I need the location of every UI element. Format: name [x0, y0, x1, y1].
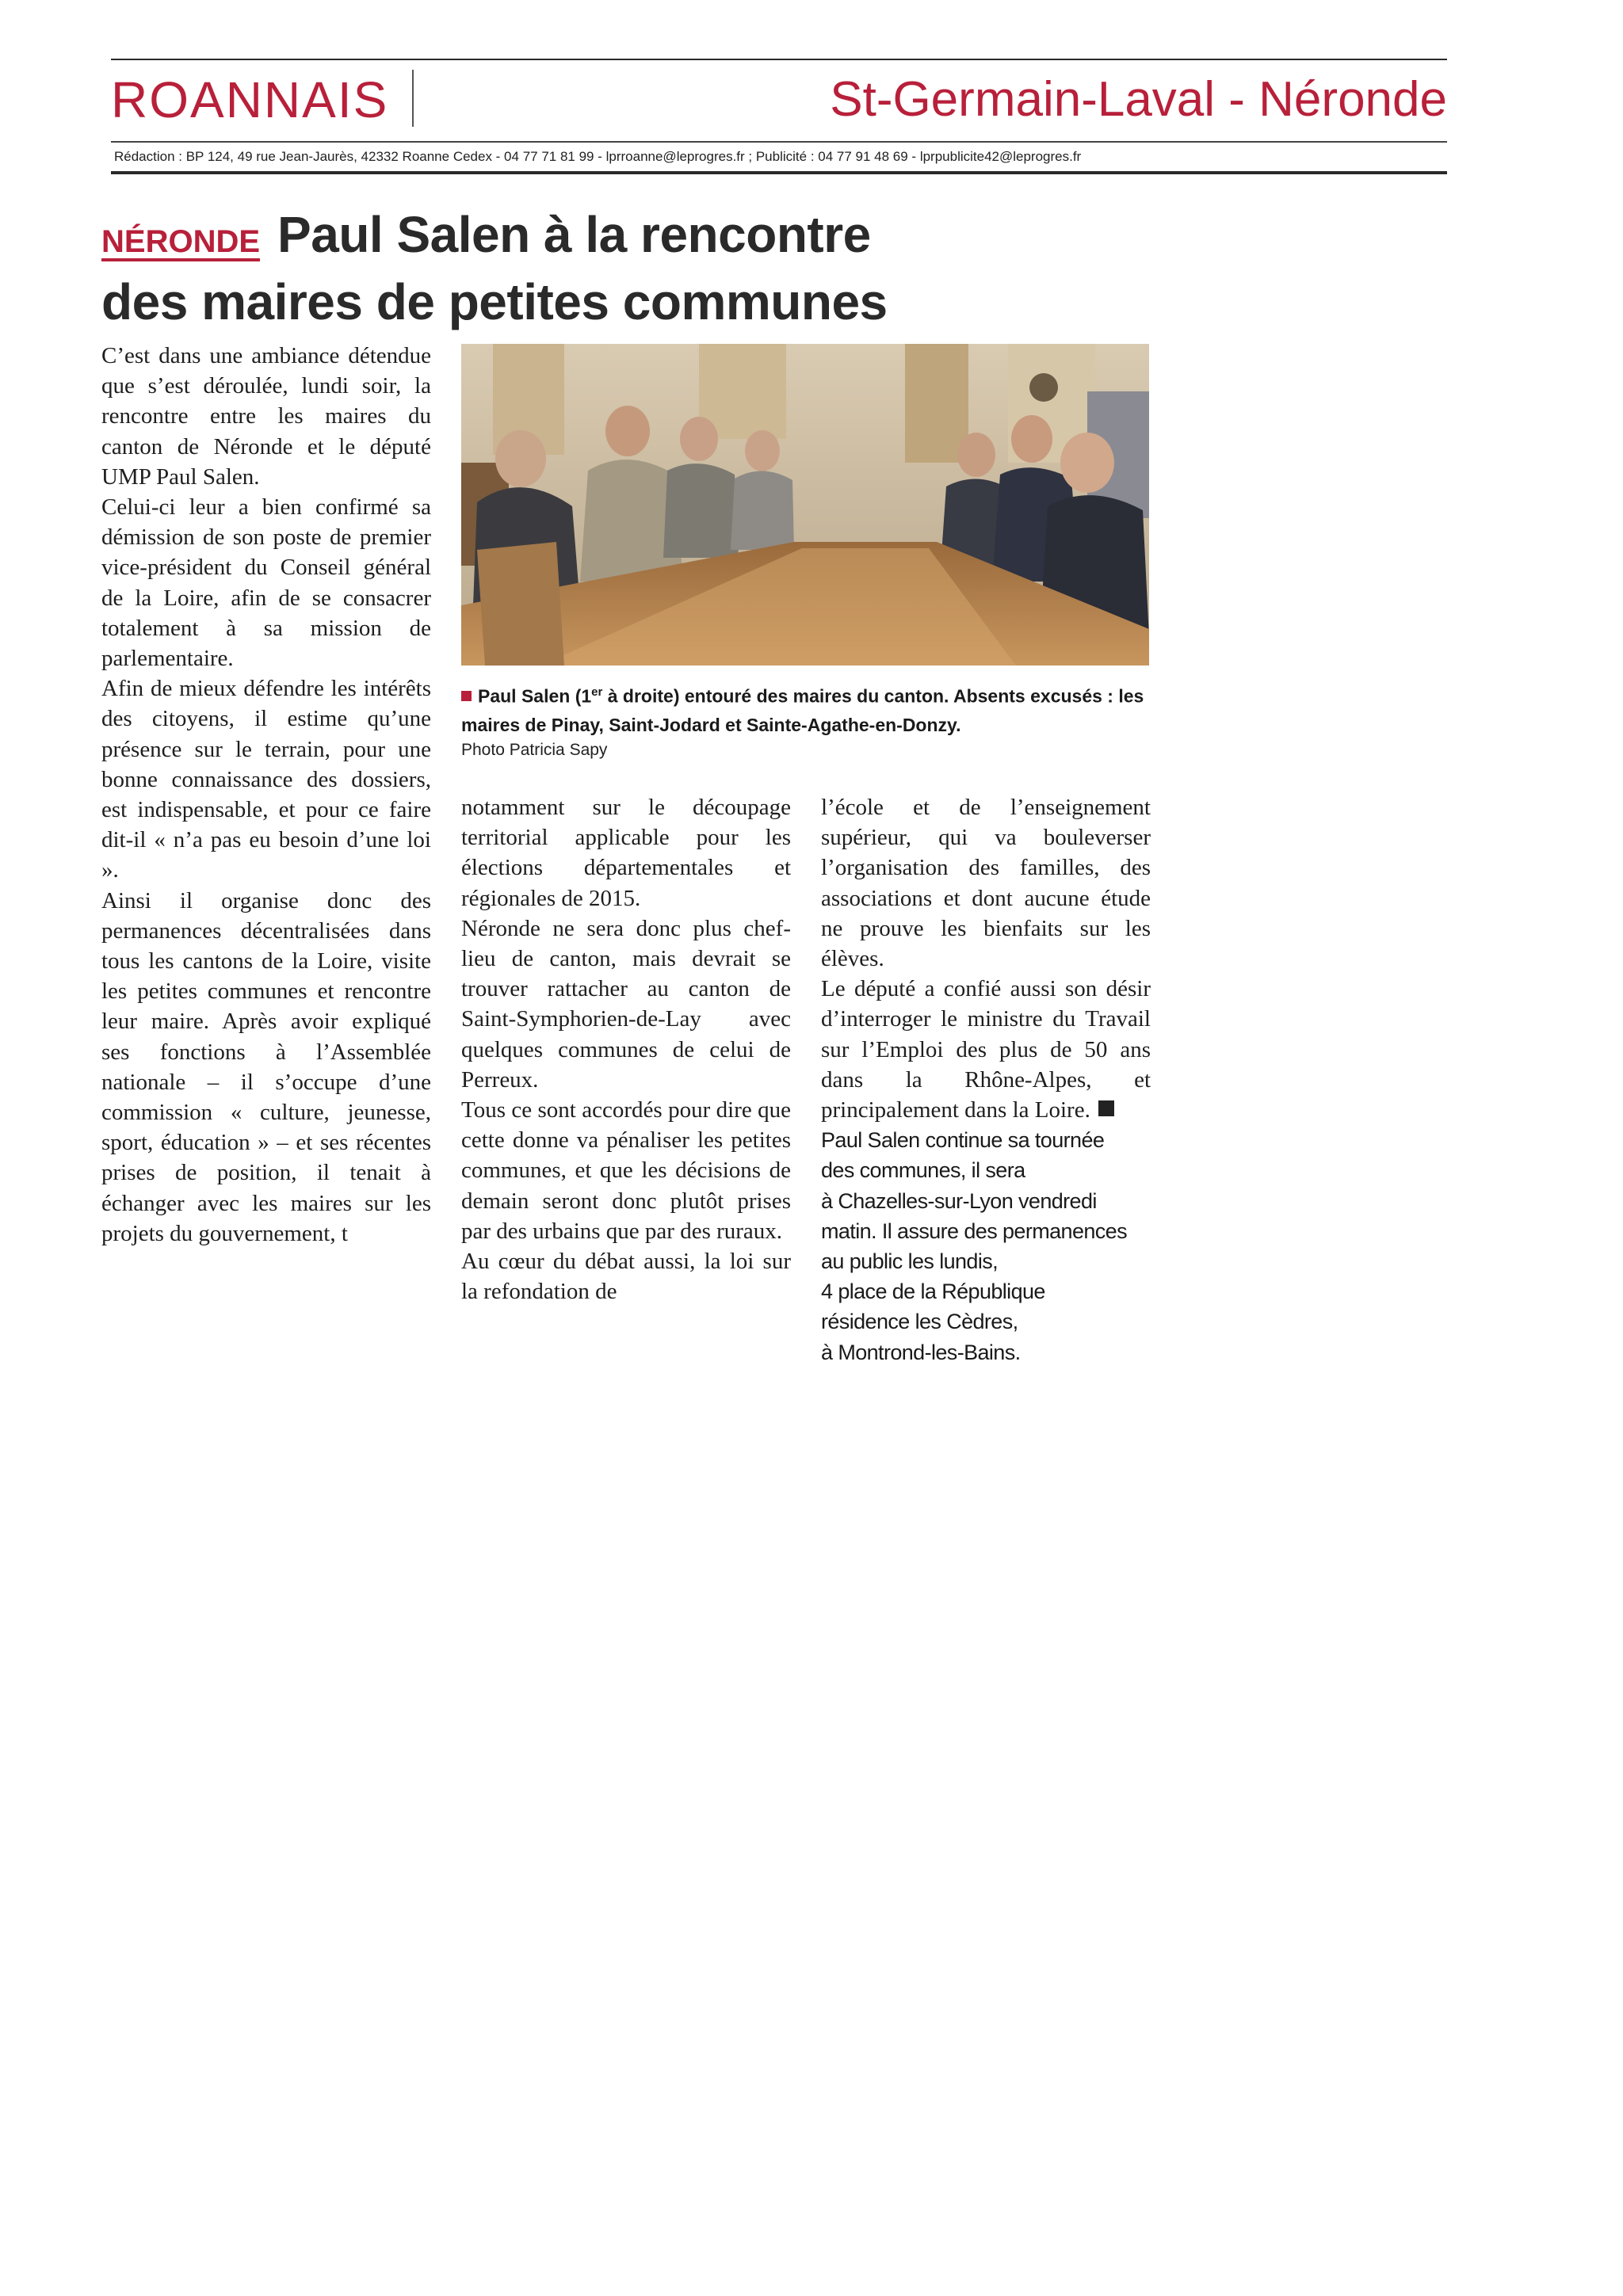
- header-middle-rule: [111, 141, 1447, 143]
- caption-superscript: er: [591, 685, 603, 699]
- caption-text-a: Paul Salen (1: [478, 685, 592, 707]
- meeting-photo-illustration: [461, 344, 1149, 666]
- note-line: Paul Salen continue sa tournée: [821, 1128, 1105, 1153]
- section-name: ROANNAIS: [111, 71, 389, 128]
- photo-credit: Photo Patricia Sapy: [461, 741, 608, 759]
- note-line: à Chazelles-sur-Lyon vendredi: [821, 1188, 1097, 1213]
- headline: [101, 204, 1148, 332]
- article-column-1: [101, 341, 431, 1249]
- paragraph: C’est dans une ambiance détendue que s’est déroulée, lundi soir, la rencontre entre les maires du canton de Néronde et le député UMP Paul Salen.: [101, 343, 431, 490]
- paragraph: Afin de mieux défendre les intérêts des citoyens, il estime qu’une présence sur le terrain, pour une bonne connaissance des dossiers, est indispensable, et pour ce faire dit-il « n’a pas eu besoin d’une loi ».: [101, 676, 431, 883]
- note-line: au public les lundis,: [821, 1249, 999, 1274]
- caption-square-icon: [461, 691, 472, 701]
- headline-line-1: Paul Salen à la rencontre: [277, 206, 871, 263]
- paragraph: Tous ce sont accordés pour dire que cette donne va pénaliser les petites communes, et que les décisions de demain seront donc plutôt prises par des urbains que par des ruraux.: [461, 1097, 791, 1244]
- note-line: des communes, il sera: [821, 1158, 1025, 1183]
- header-bottom-rule: [111, 171, 1447, 174]
- paragraph: [821, 974, 1151, 1125]
- caption-text-b: à droite) entouré des maires du canton. Absents excusés : les maires de Pinay, Saint-Jodard et Sainte-Agathe-en-Donzy.: [461, 685, 1144, 735]
- paragraph: Ainsi il organise donc des permanences décentralisées dans tous les cantons de la Loire, visite les petites communes et rencontre leur maire. Après avoir expliqué ses fonctions à l’Assemblée nationale – il s’occupe d’une commission « culture, jeunesse, sport, éducation » – et ses récentes prises de position, il tenait à échanger avec les maires sur les projets du gouvernement, t: [101, 887, 431, 1246]
- note-line: à Montrond-les-Bains.: [821, 1340, 1021, 1364]
- paragraph: Au cœur du débat aussi, la loi sur la refondation de: [461, 1249, 791, 1305]
- end-of-article-icon: [1098, 1100, 1114, 1116]
- paragraph: notamment sur le découpage territorial applicable pour les élections départementales et régionales de 2015.: [461, 795, 791, 911]
- paragraph: Néronde ne sera donc plus chef-lieu de canton, mais devrait se trouver rattacher au canton de Saint-Symphorien-de-Lay avec quelques communes de celui de Perreux.: [461, 915, 791, 1093]
- paragraph: l’école et de l’enseignement supérieur, qui va bouleverser l’organisation des familles, des associations et dont aucune étude ne prouve les bienfaits sur les élèves.: [821, 795, 1151, 972]
- paragraph-text: Le député a confié aussi son désir d’interroger le ministre du Travail sur l’Emploi des plus de 50 ans dans la Rhône-Alpes, et principalement dans la Loire.: [821, 976, 1151, 1123]
- info-note: [821, 1125, 1151, 1367]
- note-line: 4 place de la République: [821, 1280, 1045, 1304]
- header-separator: [412, 70, 414, 127]
- locality-title: St-Germain-Laval - Néronde: [830, 72, 1447, 127]
- paragraph: Celui-ci leur a bien confirmé sa démission de son poste de premier vice-président du Conseil général de la Loire, afin de se consacrer totalement à sa mission de parlementaire.: [101, 494, 431, 672]
- note-line: résidence les Cèdres,: [821, 1310, 1018, 1334]
- photo-caption: [461, 678, 1159, 739]
- article-column-3: [821, 792, 1151, 1367]
- headline-line-2: des maires de petites communes: [101, 273, 888, 330]
- article-column-2: [461, 792, 791, 1306]
- contact-line: Rédaction : BP 124, 49 rue Jean-Jaurès, 42332 Roanne Cedex - 04 77 71 81 99 - lprroanne@leprogres.fr ; Publicité : 04 77 91 48 69 - lprpublicite42@leprogres.fr: [114, 149, 1082, 164]
- kicker: NÉRONDE: [101, 224, 261, 259]
- note-line: matin. Il assure des permanences: [821, 1219, 1127, 1243]
- article-photo: [461, 344, 1149, 666]
- header-top-rule: [111, 59, 1447, 60]
